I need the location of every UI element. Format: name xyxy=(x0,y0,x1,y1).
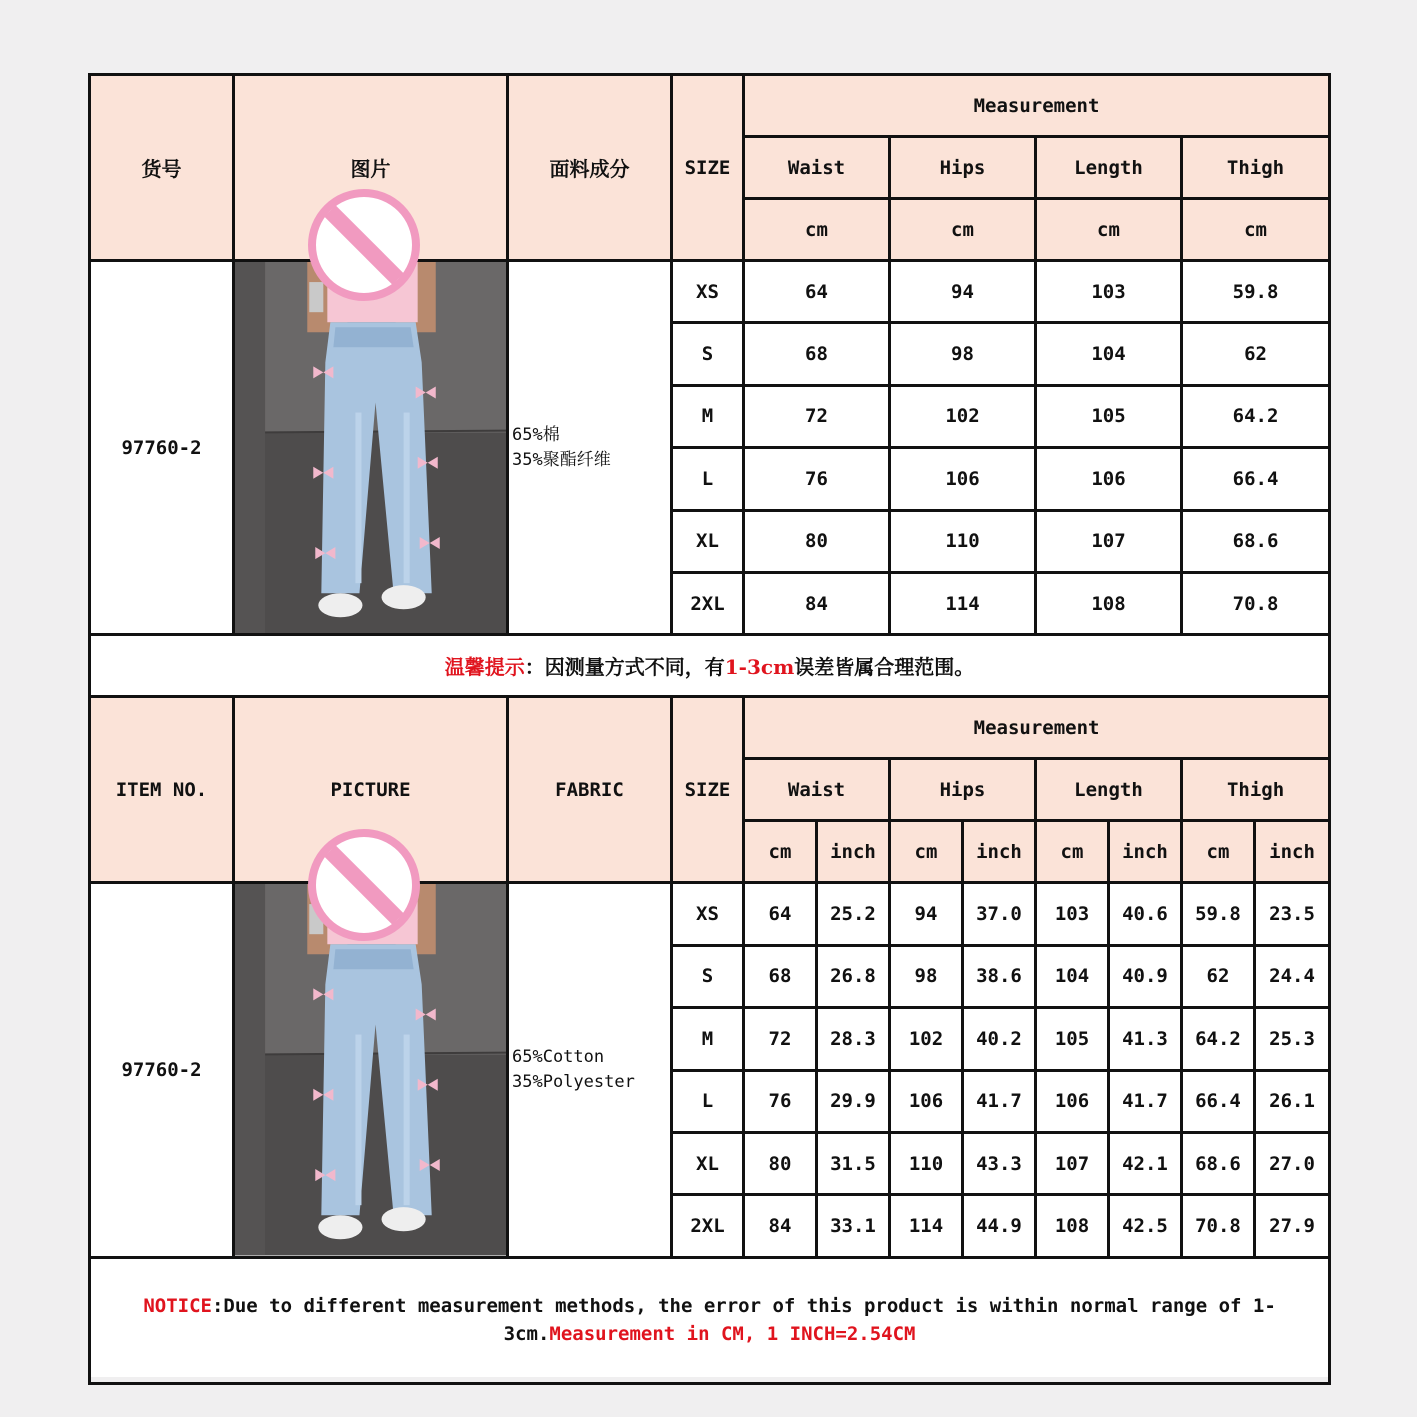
hips-inch: 41.7 xyxy=(963,1070,1036,1132)
hips-cm: 106 xyxy=(890,1070,963,1132)
notice-label: NOTICE xyxy=(143,1295,212,1318)
header-thigh: Thigh xyxy=(1182,137,1330,199)
header-waist: Waist xyxy=(744,137,890,199)
hips-inch: 43.3 xyxy=(963,1132,1036,1194)
hips-value: 94 xyxy=(890,261,1036,323)
size-label: M xyxy=(672,1008,744,1070)
thigh-inch: 27.9 xyxy=(1255,1195,1330,1257)
waist-cm: 72 xyxy=(744,1008,817,1070)
length-value: 107 xyxy=(1036,510,1182,572)
fabric-line: 65%Cotton xyxy=(512,1047,605,1068)
length-value: 105 xyxy=(1036,385,1182,447)
waist-cm: 64 xyxy=(744,883,817,945)
header-item-no: 货号 xyxy=(90,75,234,261)
hips-inch: 40.2 xyxy=(963,1008,1036,1070)
tip-label: 温馨提示 xyxy=(444,655,525,680)
length-value: 106 xyxy=(1036,448,1182,510)
notice xyxy=(90,1257,1330,1383)
header-fabric: FABRIC xyxy=(508,697,672,883)
thigh-inch: 23.5 xyxy=(1255,883,1330,945)
header-size: SIZE xyxy=(672,697,744,883)
thigh-inch: 25.3 xyxy=(1255,1008,1330,1070)
hips-inch: 38.6 xyxy=(963,945,1036,1007)
thigh-cm: 64.2 xyxy=(1182,1008,1255,1070)
waist-cm: 68 xyxy=(744,945,817,1007)
unit-cm: cm xyxy=(890,199,1036,261)
size-label: XL xyxy=(672,510,744,572)
length-cm: 104 xyxy=(1036,945,1109,1007)
length-inch: 40.9 xyxy=(1109,945,1182,1007)
unit-cm: cm xyxy=(1036,199,1182,261)
fabric-line: 65%棉 xyxy=(512,424,560,445)
size-label: XL xyxy=(672,1132,744,1194)
hips-inch: 37.0 xyxy=(963,883,1036,945)
size-label: L xyxy=(672,448,744,510)
table-row xyxy=(90,883,1330,945)
thigh-value: 64.2 xyxy=(1182,385,1330,447)
waist-value: 72 xyxy=(744,385,890,447)
size-label: XS xyxy=(672,261,744,323)
length-value: 103 xyxy=(1036,261,1182,323)
header-fabric: 面料成分 xyxy=(508,75,672,261)
unit-cm: cm xyxy=(890,821,963,883)
size-chart-sheet xyxy=(88,73,1328,1377)
item-number: 97760-2 xyxy=(90,883,234,1257)
length-inch: 42.1 xyxy=(1109,1132,1182,1194)
unit-inch: inch xyxy=(817,821,890,883)
fabric-composition xyxy=(508,261,672,635)
thigh-value: 70.8 xyxy=(1182,572,1330,634)
waist-cm: 84 xyxy=(744,1195,817,1257)
waist-inch: 28.3 xyxy=(817,1008,890,1070)
waist-inch: 26.8 xyxy=(817,945,890,1007)
hips-cm: 110 xyxy=(890,1132,963,1194)
waist-inch: 25.2 xyxy=(817,883,890,945)
unit-cm: cm xyxy=(1182,821,1255,883)
waist-inch: 29.9 xyxy=(817,1070,890,1132)
hips-cm: 94 xyxy=(890,883,963,945)
header-picture: PICTURE xyxy=(234,697,508,883)
thigh-inch: 26.1 xyxy=(1255,1070,1330,1132)
header-length: Length xyxy=(1036,137,1182,199)
tip-text: 误差皆属合理范围。 xyxy=(794,655,975,680)
size-table-cn xyxy=(88,73,1331,698)
fabric-composition xyxy=(508,883,672,1257)
hips-value: 114 xyxy=(890,572,1036,634)
length-inch: 40.6 xyxy=(1109,883,1182,945)
size-label: S xyxy=(672,323,744,385)
hips-value: 102 xyxy=(890,385,1036,447)
header-measurement: Measurement xyxy=(744,697,1330,759)
thigh-cm: 59.8 xyxy=(1182,883,1255,945)
waist-value: 84 xyxy=(744,572,890,634)
unit-inch: inch xyxy=(1255,821,1330,883)
warm-tip xyxy=(90,635,1330,697)
size-label: L xyxy=(672,1070,744,1132)
thigh-cm: 68.6 xyxy=(1182,1132,1255,1194)
size-label: XS xyxy=(672,883,744,945)
length-inch: 41.3 xyxy=(1109,1008,1182,1070)
thigh-inch: 27.0 xyxy=(1255,1132,1330,1194)
waist-value: 80 xyxy=(744,510,890,572)
size-label: M xyxy=(672,385,744,447)
header-thigh: Thigh xyxy=(1182,759,1330,821)
header-picture: 图片 xyxy=(234,75,508,261)
length-cm: 107 xyxy=(1036,1132,1109,1194)
header-size: SIZE xyxy=(672,75,744,261)
unit-inch: inch xyxy=(1109,821,1182,883)
waist-cm: 80 xyxy=(744,1132,817,1194)
face-blocked-icon xyxy=(308,189,420,301)
length-value: 104 xyxy=(1036,323,1182,385)
unit-inch: inch xyxy=(963,821,1036,883)
length-inch: 41.7 xyxy=(1109,1070,1182,1132)
product-photo xyxy=(235,262,506,633)
thigh-inch: 24.4 xyxy=(1255,945,1330,1007)
size-label: 2XL xyxy=(672,1195,744,1257)
thigh-cm: 66.4 xyxy=(1182,1070,1255,1132)
length-cm: 108 xyxy=(1036,1195,1109,1257)
header-measurement: Measurement xyxy=(744,75,1330,137)
length-cm: 105 xyxy=(1036,1008,1109,1070)
hips-value: 98 xyxy=(890,323,1036,385)
notice-text: :Due to different measurement methods, the error of this product is within normal range of 1-3cm. xyxy=(211,1295,1276,1346)
waist-inch: 33.1 xyxy=(817,1195,890,1257)
size-label: 2XL xyxy=(672,572,744,634)
picture-cell xyxy=(234,261,508,635)
length-cm: 103 xyxy=(1036,883,1109,945)
waist-value: 76 xyxy=(744,448,890,510)
thigh-cm: 62 xyxy=(1182,945,1255,1007)
size-label: S xyxy=(672,945,744,1007)
hips-cm: 102 xyxy=(890,1008,963,1070)
table-row xyxy=(90,261,1330,323)
waist-value: 68 xyxy=(744,323,890,385)
hips-value: 106 xyxy=(890,448,1036,510)
fabric-line: 35%Polyester xyxy=(512,1072,635,1093)
header-hips: Hips xyxy=(890,137,1036,199)
waist-cm: 76 xyxy=(744,1070,817,1132)
unit-cm: cm xyxy=(1182,199,1330,261)
unit-cm: cm xyxy=(1036,821,1109,883)
tip-range: 1-3cm xyxy=(724,655,795,680)
hips-inch: 44.9 xyxy=(963,1195,1036,1257)
size-table-en xyxy=(88,695,1331,1384)
thigh-value: 66.4 xyxy=(1182,448,1330,510)
unit-cm: cm xyxy=(744,821,817,883)
unit-cm: cm xyxy=(744,199,890,261)
hips-value: 110 xyxy=(890,510,1036,572)
notice-highlight: Measurement in CM, 1 INCH=2.54CM xyxy=(549,1323,916,1346)
thigh-value: 59.8 xyxy=(1182,261,1330,323)
hips-cm: 114 xyxy=(890,1195,963,1257)
header-waist: Waist xyxy=(744,759,890,821)
fabric-line: 35%聚酯纤维 xyxy=(512,449,611,470)
waist-value: 64 xyxy=(744,261,890,323)
hips-cm: 98 xyxy=(890,945,963,1007)
header-item-no: ITEM NO. xyxy=(90,697,234,883)
length-inch: 42.5 xyxy=(1109,1195,1182,1257)
thigh-value: 68.6 xyxy=(1182,510,1330,572)
waist-inch: 31.5 xyxy=(817,1132,890,1194)
thigh-value: 62 xyxy=(1182,323,1330,385)
tip-text: ：因测量方式不同，有 xyxy=(524,655,725,680)
length-cm: 106 xyxy=(1036,1070,1109,1132)
header-length: Length xyxy=(1036,759,1182,821)
thigh-cm: 70.8 xyxy=(1182,1195,1255,1257)
face-blocked-icon xyxy=(308,829,420,941)
length-value: 108 xyxy=(1036,572,1182,634)
item-number: 97760-2 xyxy=(90,261,234,635)
header-hips: Hips xyxy=(890,759,1036,821)
